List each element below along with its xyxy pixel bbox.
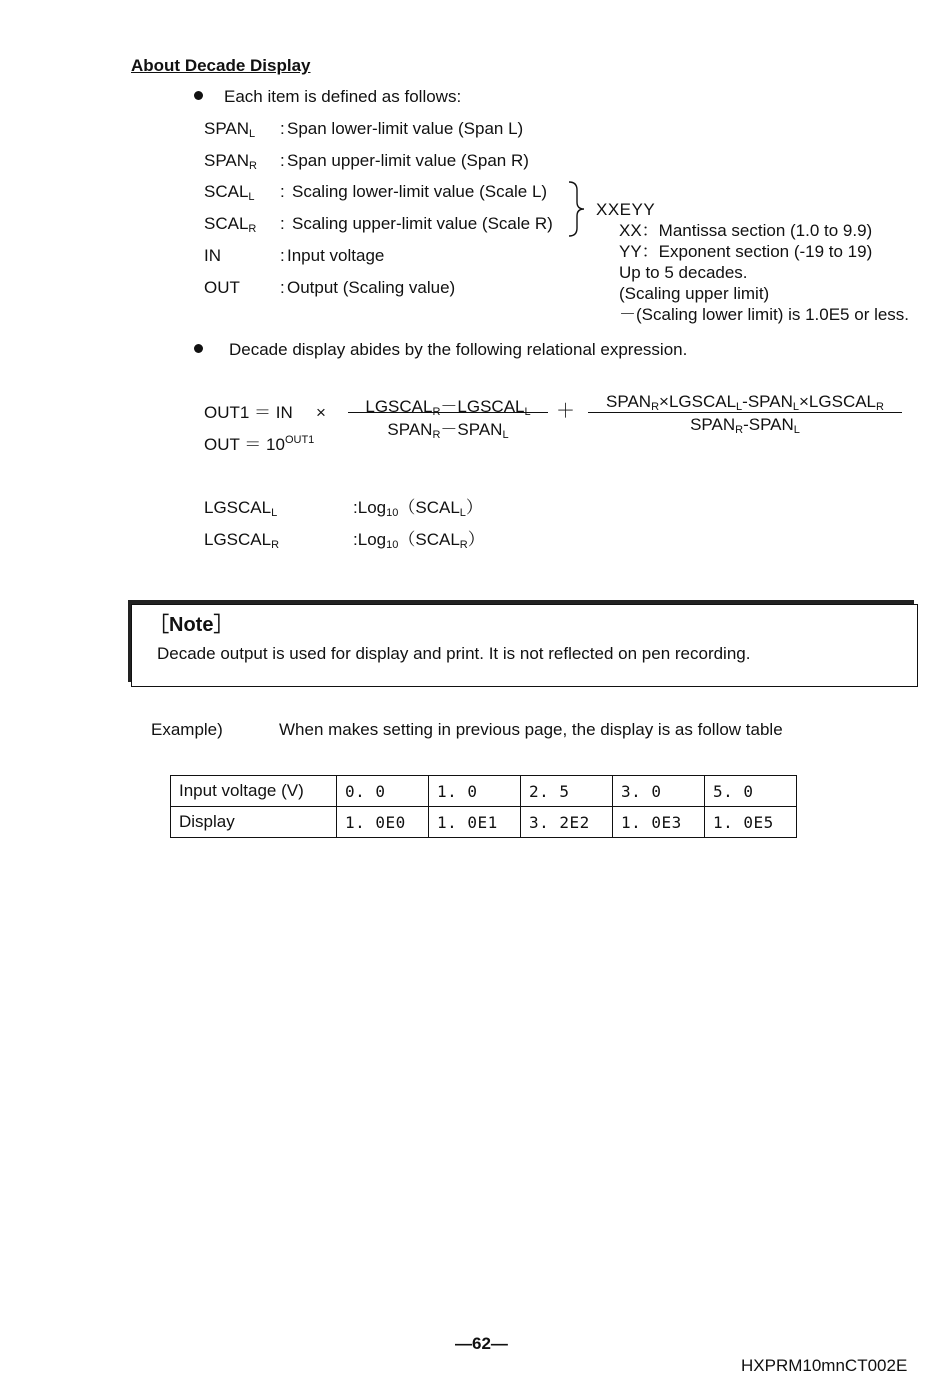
document-code: HXPRM10mnCT002E bbox=[741, 1356, 908, 1375]
table-row-label: Input voltage (V) bbox=[171, 776, 337, 807]
formula-times: × bbox=[316, 403, 326, 422]
definition-term: IN bbox=[204, 246, 221, 265]
table-row bbox=[171, 776, 797, 807]
example-text: When makes setting in previous page, the display is as follow table bbox=[279, 720, 783, 739]
table-cell: 3. 2E2 bbox=[521, 807, 613, 838]
table-cell: 3. 0 bbox=[613, 776, 705, 807]
table-row-label: Display bbox=[171, 807, 337, 838]
fraction-2-bar bbox=[588, 412, 902, 413]
definition-desc: Span upper-limit value (Span R) bbox=[287, 151, 529, 170]
table-cell: 0. 0 bbox=[337, 776, 429, 807]
definition-term: $SCAL_L$ bbox=[204, 182, 255, 203]
definition-term: $SPAN_L$ bbox=[204, 119, 256, 140]
definition-colon: : bbox=[280, 119, 285, 138]
fraction-2 bbox=[588, 390, 902, 438]
table-row bbox=[171, 807, 797, 838]
brace-note-line: －(Scaling lower limit) is 1.0E5 or less. bbox=[619, 305, 910, 324]
note-title: ［Note］ bbox=[149, 614, 234, 636]
fraction-1-denominator: $SPAN_R-SPAN_L$ bbox=[387, 420, 509, 441]
bullet-dot bbox=[194, 91, 203, 100]
section-heading: About Decade Display bbox=[131, 56, 311, 75]
definition-colon: : bbox=[280, 151, 285, 170]
definition-colon: : bbox=[280, 182, 285, 201]
table-cell: 2. 5 bbox=[521, 776, 613, 807]
fraction-2-denominator: $SPAN_R-SPAN_L$ bbox=[690, 415, 800, 436]
bullet-text-definitions: Each item is defined as follows: bbox=[224, 87, 462, 106]
definition-colon: : bbox=[280, 278, 285, 297]
brace-note-line: Up to 5 decades. bbox=[619, 263, 748, 282]
log-definition: $:Log_{10}(SCAL_L)$ bbox=[353, 498, 483, 519]
definition-desc: Output (Scaling value) bbox=[287, 278, 456, 297]
curly-brace-icon bbox=[566, 180, 590, 238]
example-label: Example) bbox=[151, 720, 223, 739]
table-cell: 5. 0 bbox=[705, 776, 797, 807]
definition-term: OUT bbox=[204, 278, 240, 297]
formula-plus: ＋ bbox=[556, 401, 576, 422]
definition-desc: Scaling lower-limit value (Scale L) bbox=[292, 182, 548, 201]
table-cell: 1. 0E0 bbox=[337, 807, 429, 838]
brace-note-line: XX：Mantissa section (1.0 to 9.9) bbox=[619, 221, 873, 240]
definition-colon: : bbox=[280, 246, 285, 265]
fraction-2-numerator: $SPAN_R\times LGSCAL_L-SPAN_L\times LGSCAL_R$ bbox=[606, 392, 884, 413]
brace-note-line: (Scaling upper limit) bbox=[619, 284, 770, 303]
format-code: XXEYY bbox=[596, 200, 656, 219]
table-cell: 1. 0E3 bbox=[613, 807, 705, 838]
example-table bbox=[170, 775, 797, 838]
brace-note-line: YY：Exponent section (-19 to 19) bbox=[619, 242, 873, 261]
table-cell: 1. 0 bbox=[429, 776, 521, 807]
fraction-1-numerator: $LGSCAL_R-LGSCAL_L$ bbox=[365, 397, 531, 418]
definition-colon: : bbox=[280, 214, 285, 233]
definition-term: $SCAL_R$ bbox=[204, 214, 257, 235]
definition-term: $SPAN_R$ bbox=[204, 151, 257, 172]
note-text: Decade output is used for display and print. It is not reflected on pen recording. bbox=[157, 644, 751, 663]
formula-out1-lhs: OUT1 ＝ IN bbox=[204, 403, 293, 422]
log-definition: $:Log_{10}(SCAL_R)$ bbox=[353, 530, 485, 551]
definition-desc: Span lower-limit value (Span L) bbox=[287, 119, 524, 138]
formula-out-lhs: OUT ＝ $10^{OUT1}$ bbox=[204, 434, 315, 454]
bullet-dot bbox=[194, 344, 203, 353]
fraction-1 bbox=[348, 390, 548, 441]
log-term: $LGSCAL_R$ bbox=[204, 530, 280, 551]
definition-desc: Scaling upper-limit value (Scale R) bbox=[292, 214, 553, 233]
bullet-text-expression: Decade display abides by the following relational expression. bbox=[229, 340, 688, 359]
page-number: —62— bbox=[455, 1334, 508, 1353]
table-cell: 1. 0E5 bbox=[705, 807, 797, 838]
note-box bbox=[131, 604, 918, 687]
definition-desc: Input voltage bbox=[287, 246, 385, 265]
fraction-1-bar bbox=[348, 412, 548, 413]
table-cell: 1. 0E1 bbox=[429, 807, 521, 838]
log-term: $LGSCAL_L$ bbox=[204, 498, 278, 519]
